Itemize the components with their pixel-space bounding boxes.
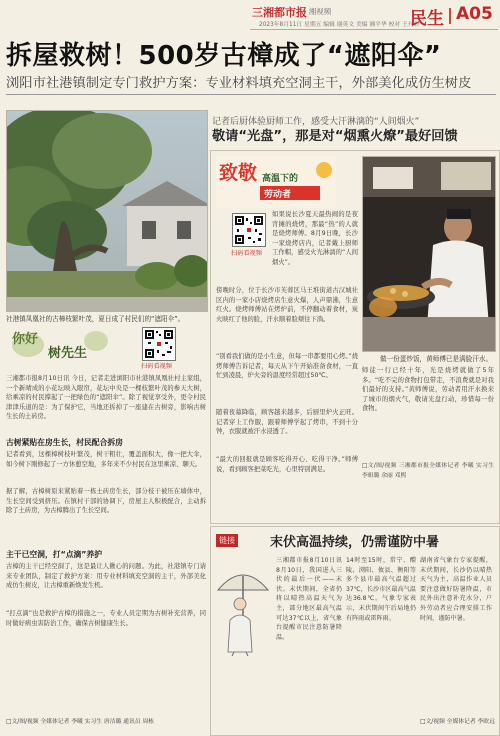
link-tag: 链接: [216, 534, 238, 547]
svg-text:树先生: 树先生: [48, 346, 88, 361]
story2-intro: 如果说长沙夏天最热闹的是夜宵摊的烧烤，那最“热”的人就是烧烤师傅。8月9日晚，长沙一家烧烤店内，记者戴上厨师工作帽，感受火光淋漓的“人间烟火”。: [272, 211, 358, 266]
story3-byline: □文/视频 全媒体记者 李欧远: [420, 719, 495, 725]
date-line: 2023年8月11日 星期五 编辑 谢英文 美编 湘平华 校对 王丹彩: [259, 22, 420, 28]
story3-column-3: 湖南省气象台专家提醒，末伏期间，长沙仍以晴热天气为主，高温作业人员要注意做好防暑降温，市民外出注意补充水分，户外劳动者应合理安排工作时间，谨防中暑。: [420, 557, 492, 622]
story2-paragraph: “最大的回报就是顾客吃得开心、吃得干净。”师傅说，看到顾客把菜吃光，心里特别满足。: [216, 456, 358, 473]
tree-photo: [6, 110, 208, 312]
story2-paragraph: 傍晚时分，位于长沙市芙蓉区马王堆街道古汉城社区内的一家小店烧烤店生意火爆，人声鼎沸，生意红火。烧烤师傅站在烤炉前，不停翻动着食材，炭火映红了他的脸，汗水顺着脸颊往下淌。: [216, 287, 358, 323]
banner-tag-text: 劳动者: [264, 190, 292, 200]
story1-lead: 三湘都市报8月10日讯 今日，记者走进浏阳市社港镇凤凰社村主家组，一个新晴成的小花坛映入眼帘，花坛中央是一棵枝繁叶茂的参天大树，给乘凉的村民撑起了一把绿色的“遮阳伞”。除了视觉享受外，更令村民津津乐道的是：为了保护它，当地还拆掉了一座建在古树旁，影响古树生长的土砖房。: [6, 375, 206, 421]
story1-headline: 拆屋救树！500岁古樟成了“遮阳伞”: [6, 41, 442, 71]
header-rule: [250, 29, 498, 30]
svg-text:你好: 你好: [12, 332, 39, 347]
story1-paragraph: 据了解，古樟树原来紧贴着一栋土砖房生长，部分枝干被压在墙体中，生长空间受到挤压。在镇村干部的协调下，房屋主人积极配合，主动拆除了土砖房，为古樟腾出了生长空间。: [6, 488, 206, 515]
story1-section1-title: 古树紧贴在房生长，村民配合拆房: [6, 438, 123, 447]
section-divider: [449, 8, 451, 24]
tree-photo-caption: 社港镇凤凰社的古樟枝繁叶茂，夏日成了村民们的“遮阳伞”。: [6, 315, 185, 323]
page-number: A05: [456, 4, 493, 24]
story1-byline: □文/图/视频 全媒体记者 李曦 实习生 唐洁璐 通讯员 周栋: [6, 719, 154, 725]
publisher-tag: • 湘视频: [302, 7, 332, 16]
chef-photo-caption: 做一份蛋炒饭，黄师傅已是满脸汗水。: [380, 355, 493, 363]
story2-paragraph: 随着夜幕降临，顾客越来越多，后厨里炉火正旺。记者穿上工作服，跟着师傅学起了烤串，不到十分钟，衣服就被汗水浸透了。: [216, 409, 358, 436]
qr-code-2[interactable]: [232, 213, 266, 247]
headline-rule: [6, 94, 496, 95]
umbrella-illustration: [214, 556, 272, 656]
story1-paragraph: 古樟的主干已经空洞了，这是最让人揪心的问题。为此，社港镇专门请来专业团队，制定了救护方案：用专业材料填充空洞的主干，外部美化成仿生树皮，让古樟重新焕发生机。: [6, 563, 206, 590]
column-logo: [8, 327, 112, 361]
story1-paragraph: 记者看到，这棵樟树枝叶繁茂，树干粗壮，覆盖面积大，像一把大伞，如今树下刚修起了一方休憩空地，多年来不少村民在这里乘凉、聊天。: [6, 451, 206, 468]
story2-byline: □文/图/视频 三湘都市报全媒体记者 李曦 实习生 李姐璐 余丽 邓熙: [362, 463, 494, 479]
section-title: 民生: [410, 9, 444, 29]
chef-photo: [362, 156, 496, 352]
story1-subtitle: 浏阳市社港镇制定专门救护方案：专业材料填充空洞主干，外部美化成仿生树皮: [6, 76, 472, 91]
banner-small-text: 高温下的: [262, 174, 299, 184]
story3-column-1: 三湘都市报8月10日讯 8月10日，我国进入三伏的最后一伏——末伏。末伏期间，全省仍将以晴热高温天气为主，部分地区最高气温可达37℃以上，省气象台提醒市民注意防暑降温。: [276, 557, 342, 641]
story2-kicker: 记者后厨体验厨师工作，感受大汗淋漓的“人间烟火”: [212, 117, 420, 127]
banner-big-text: 致敬: [219, 162, 258, 184]
story3-column-2: 14时至15时，常宁、醴陵、浏阳、攸县、衡阳等多个县市最高气温超过37℃，长沙市区最高气温达36.8℃。气象专家表示，末伏期间午后局地仍有阵雨或雷阵雨。: [346, 557, 416, 622]
story2-paragraph: 师徒一行已经十年，光是烧烤就做了5年多。“吃不完的食物打包带走，不浪费就是对我们最好的支持。”黄师傅说，劳动者用汗水换来了城市的烟火气，敬请光盘行动，珍惜每一份食物。: [362, 367, 494, 413]
story2-paragraph: “别看我们做的是小生意，但每一串都要用心烤。”烧烤师傅告诉记者，每天从下午开始准备食材，一直忙到凌晨，炉火旁的温度经常超过50℃。: [216, 353, 358, 380]
qr-code-1[interactable]: [142, 327, 176, 361]
story1-section2-title: 主干已空洞，打“点滴”养护: [6, 550, 103, 559]
story1-paragraph: “打点滴”也是救护古樟的措施之一，专业人员定期为古树补充营养，同时做好病虫害防治工作，确保古树健康生长。: [6, 610, 206, 627]
qr-label-1: 扫码看视频: [141, 363, 172, 370]
story2-headline: 敬请“光盘”，那是对“烟熏火燎”最好回馈: [212, 129, 458, 144]
masthead: 三湘都市报: [252, 6, 307, 19]
qr-label-2: 扫码看视频: [231, 250, 262, 257]
story3-headline: 末伏高温持续，仍需谨防中暑: [270, 535, 440, 550]
